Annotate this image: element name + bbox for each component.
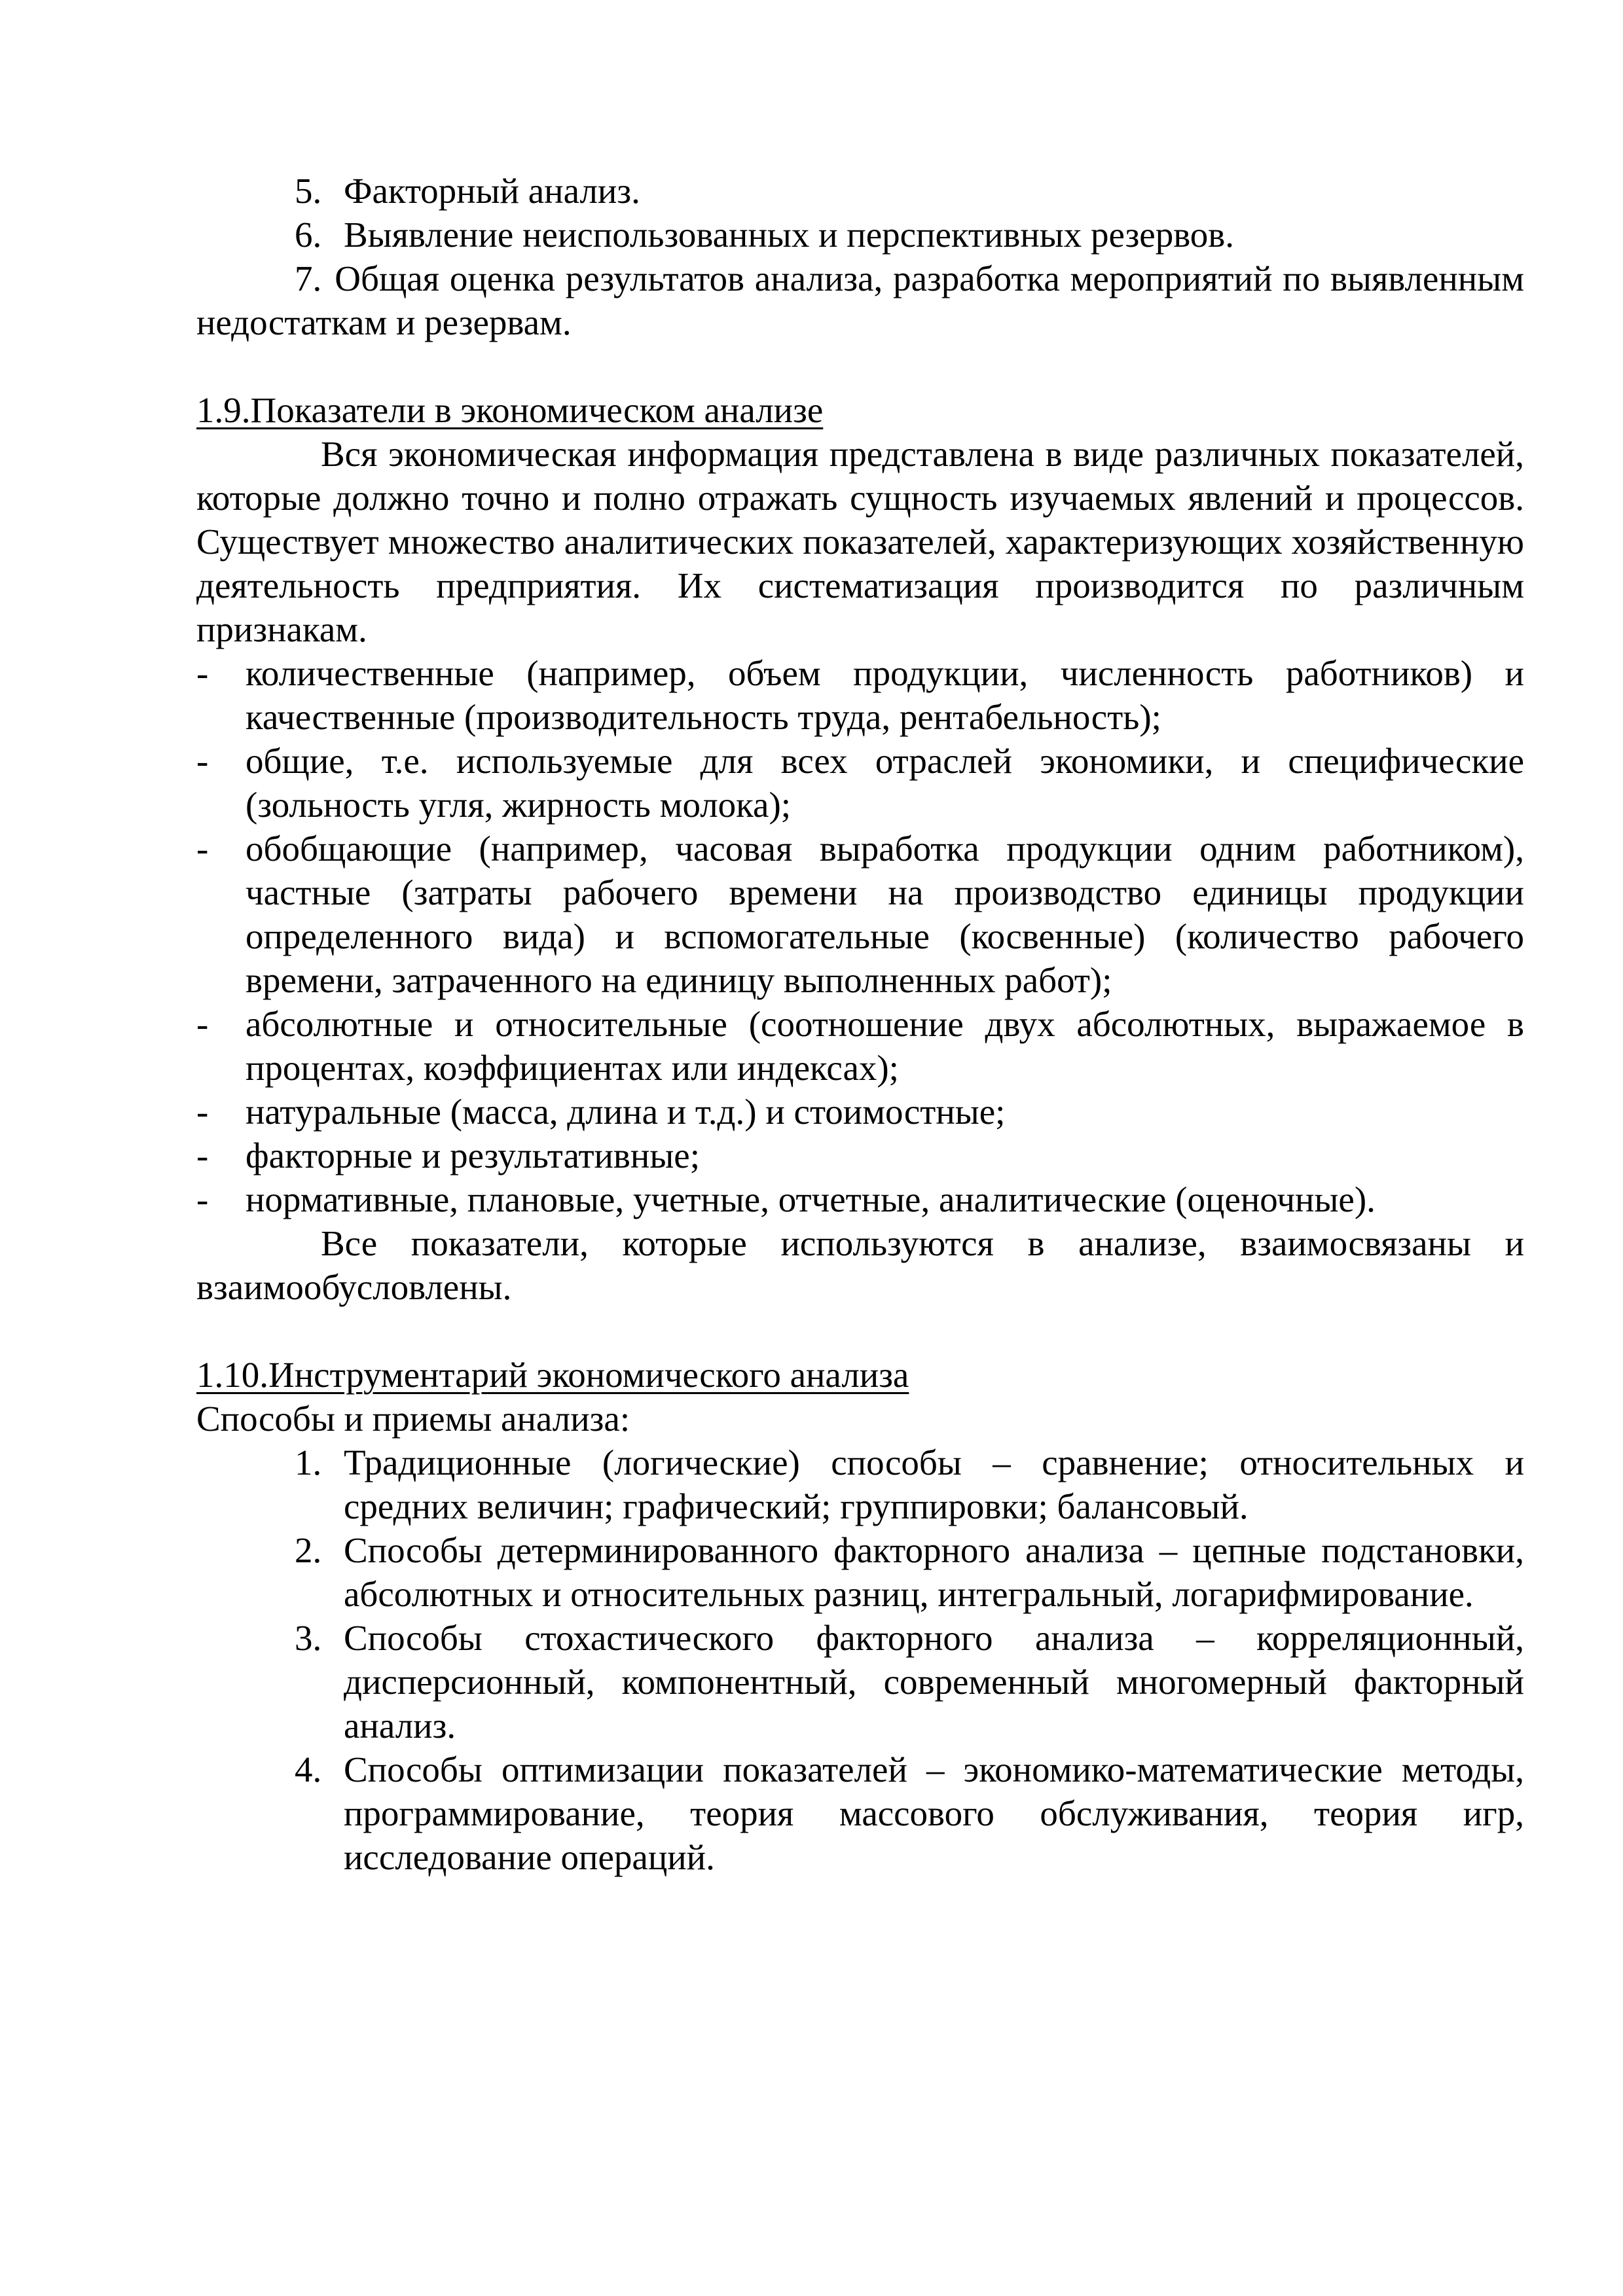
list-item (196, 651, 1524, 739)
list-item (196, 1002, 1524, 1090)
list-item (196, 257, 1524, 344)
page-content (196, 169, 1524, 1879)
list-item-text: нормативные, плановые, учетные, отчетные, аналитические (оценочные). (246, 1179, 1376, 1219)
section-1-9-intro: Вся экономическая информация представлена в виде различных показателей, которые должно точно и полно отражать сущность изучаемых явлений и процессов. Существует множество аналитических показателей, характеризующих хозяйственную деятельность предприятия. Их систематизация производится по различным признакам. (196, 434, 1524, 649)
list-dash: - (196, 1179, 209, 1219)
list-dash: - (196, 1004, 209, 1044)
list-item (196, 827, 1524, 1002)
section-title-1-10: 1.10.Инструментарий экономического анализа (196, 1355, 909, 1395)
list-item-text: Способы стохастического факторного анализа – корреляционный, дисперсионный, компонентный, современный многомерный факторный анализ. (344, 1618, 1524, 1746)
list-item-text: обобщающие (например, часовая выработка продукции одним работником), частные (затраты рабочего времени на производство единицы продукции определенного вида) и вспомогательные (косвенные) (количество рабочего времени, затраченного на единицу выполненных работ); (246, 829, 1524, 1000)
list-number: 3. (295, 1618, 322, 1658)
list-item-text: абсолютные и относительные (соотношение двух абсолютных, выражаемое в процентах, коэффициентах или индексах); (246, 1004, 1524, 1088)
list-dash: - (196, 1136, 209, 1175)
list-dash: - (196, 829, 209, 869)
top-numbered-list (196, 169, 1524, 344)
list-item (196, 1134, 1524, 1177)
list-item (196, 739, 1524, 827)
section-title-1-9: 1.9.Показатели в экономическом анализе (196, 390, 824, 430)
list-number: 7. (295, 259, 322, 298)
list-number: 1. (295, 1443, 322, 1482)
list-item-text: Способы оптимизации показателей – экономико-математические методы, программирование, теория массового обслуживания, теория игр, исследование операций. (344, 1749, 1524, 1877)
list-item-text: Традиционные (логические) способы – сравнение; относительных и средних величин; графический; группировки; балансовый. (344, 1443, 1524, 1526)
section-1-9-conclusion: Все показатели, которые используются в анализе, взаимосвязаны и взаимообусловлены. (196, 1223, 1524, 1307)
list-number: 2. (295, 1530, 322, 1570)
list-item-text: количественные (например, объем продукции, численность работников) и качественные (производительность труда, рентабельность); (246, 653, 1524, 737)
list-item (196, 1090, 1524, 1134)
section-1-10-intro: Способы и приемы анализа: (196, 1399, 630, 1439)
list-dash: - (196, 1092, 209, 1132)
list-dash: - (196, 741, 209, 781)
list-item (196, 1441, 1524, 1528)
list-item (196, 169, 1524, 213)
methods-list (196, 1441, 1524, 1879)
list-item-text: факторные и результативные; (246, 1136, 700, 1175)
list-item (196, 1528, 1524, 1616)
list-dash: - (196, 653, 209, 693)
spacer (196, 1309, 1524, 1353)
list-item (196, 1748, 1524, 1879)
list-number: 4. (295, 1749, 322, 1789)
list-number: 5. (295, 171, 322, 211)
spacer (196, 344, 1524, 388)
list-item (196, 213, 1524, 257)
list-item-text: натуральные (масса, длина и т.д.) и стоимостные; (246, 1092, 1006, 1132)
list-item-text: Выявление неиспользованных и перспективных резервов. (344, 215, 1235, 255)
list-item-text: общие, т.е. используемые для всех отраслей экономики, и специфические (зольность угля, жирность молока); (246, 741, 1524, 825)
list-number: 6. (295, 215, 322, 255)
indicator-list (196, 651, 1524, 1221)
list-item-text: Общая оценка результатов анализа, разработка мероприятий по выявленным недостаткам и резервам. (196, 259, 1524, 342)
list-item (196, 1177, 1524, 1221)
list-item-text: Факторный анализ. (344, 171, 640, 211)
list-item (196, 1616, 1524, 1748)
list-item-text: Способы детерминированного факторного анализа – цепные подстановки, абсолютных и относительных разниц, интегральный, логарифмирование. (344, 1530, 1524, 1614)
